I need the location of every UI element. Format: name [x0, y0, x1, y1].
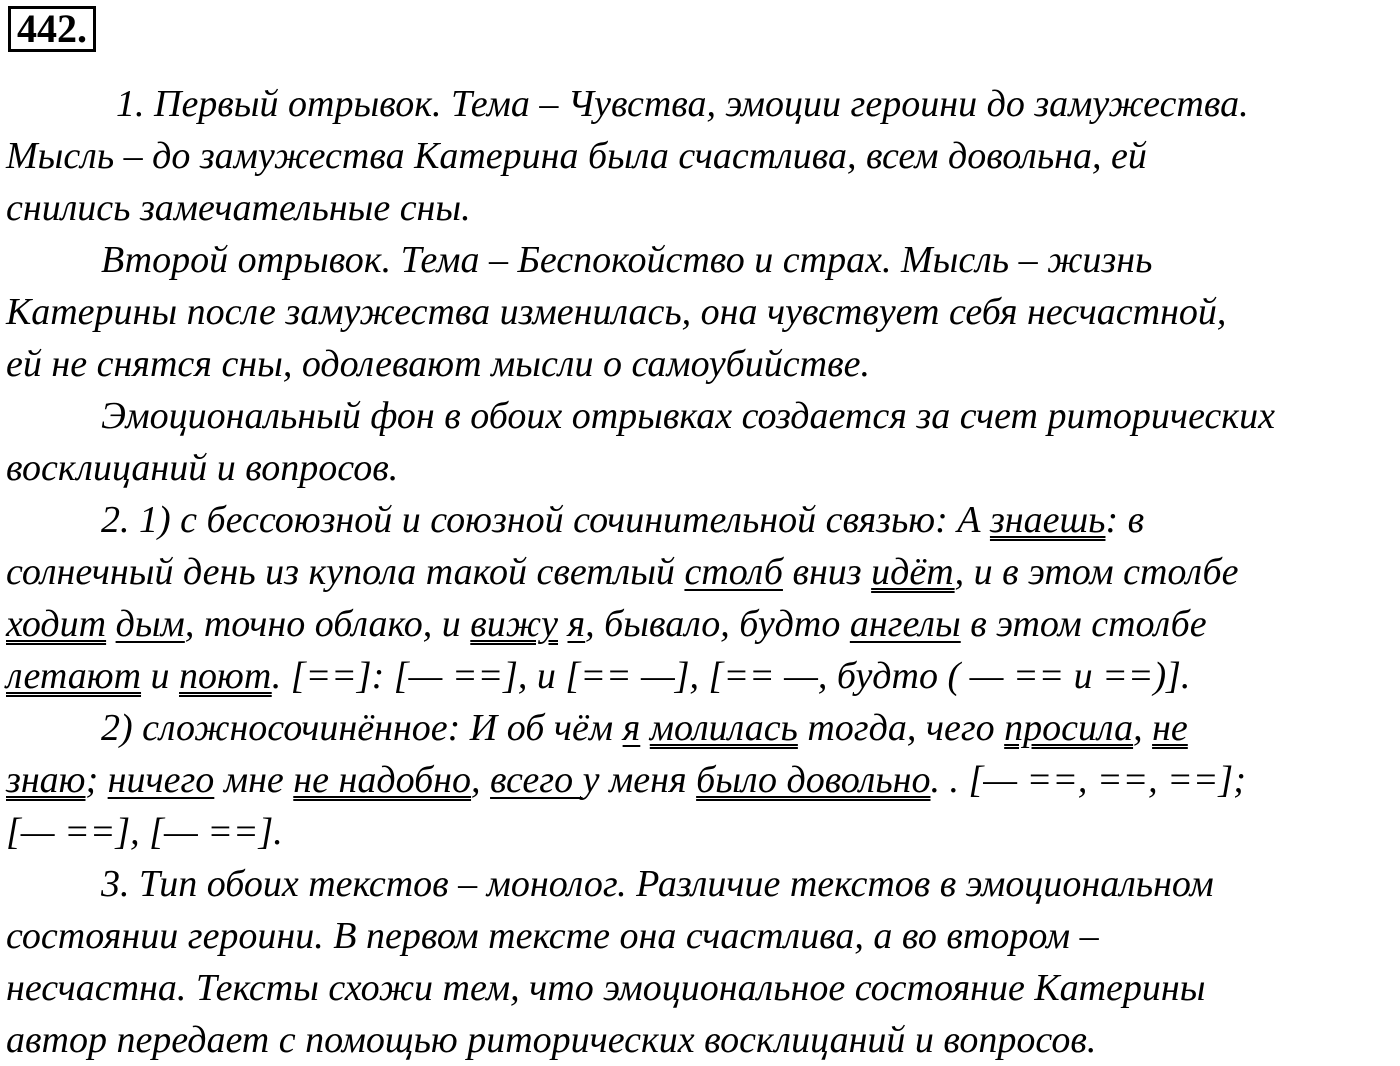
text-segment: . . [— ==, ==, ==]; [930, 759, 1246, 801]
text-segment: [— ==], [— ==]. [6, 811, 283, 853]
single-underlined-word: дым [115, 603, 185, 645]
text-segment: восклицаний и вопросов. [6, 447, 399, 489]
text-segment: тогда, чего [797, 707, 1005, 749]
text-segment: ей не снятся сны, одолевают мысли о самоубийстве. [6, 343, 870, 385]
double-underlined-word: знаешь [989, 499, 1106, 541]
text-segment: 2) сложносочинённое: И об чём [101, 707, 623, 749]
text-line [6, 702, 1400, 754]
text-line [6, 598, 1400, 650]
text-line [6, 806, 1400, 858]
text-segment [558, 603, 568, 645]
text-line [6, 858, 1400, 910]
text-line [6, 338, 1400, 390]
text-segment: , бывало, будто [585, 603, 850, 645]
text-line [6, 182, 1400, 234]
text-segment: Второй отрывок. Тема – Беспокойство и страх. Мысль – жизнь [101, 239, 1153, 281]
text-segment [106, 603, 116, 645]
double-underlined-word: знаю [6, 759, 86, 801]
text-segment: Эмоциональный фон в обоих отрывках создается за счет риторических [101, 395, 1275, 437]
text-segment: состоянии героини. В первом тексте она счастлива, а во втором – [6, 915, 1099, 957]
double-underlined-word: не надобно [293, 759, 472, 801]
single-underlined-word: ничего [107, 759, 215, 801]
text-segment: Мысль – до замужества Катерина была счастлива, всем довольна, ей [6, 135, 1147, 177]
text-line [6, 1014, 1400, 1066]
double-underlined-word: просила [1004, 707, 1134, 749]
text-segment: 3. Тип обоих текстов – монолог. Различие текстов в эмоциональном [101, 863, 1214, 905]
single-underlined-word: ангелы [849, 603, 961, 645]
text-segment [640, 707, 650, 749]
text-line [6, 754, 1400, 806]
text-segment: у меня [582, 759, 697, 801]
text-line [6, 962, 1400, 1014]
text-segment: , точно облако, и [184, 603, 471, 645]
double-underlined-word: поют [179, 655, 272, 697]
text-segment: . [==]: [— ==], и [== —], [== —, будто ( — == и ==)]. [271, 655, 1191, 697]
answer-text [6, 78, 1400, 1066]
double-underlined-word: вижу [470, 603, 558, 645]
single-underlined-word: я [567, 603, 586, 645]
text-segment: снились замечательные сны. [6, 187, 471, 229]
text-segment: несчастна. Тексты схожи тем, что эмоциональное состояние Катерины [6, 967, 1206, 1009]
text-segment: , и в этом столбе [954, 551, 1239, 593]
text-segment: , [471, 759, 491, 801]
text-segment: вниз [782, 551, 872, 593]
text-segment: солнечный день из купола такой светлый [6, 551, 685, 593]
text-line [6, 442, 1400, 494]
double-underlined-word: ходит [6, 603, 107, 645]
text-segment: : в [1105, 499, 1145, 541]
single-underlined-word: всего [490, 759, 583, 801]
text-line [6, 494, 1400, 546]
text-segment: Катерины после замужества изменилась, она чувствует себя несчастной, [6, 291, 1227, 333]
text-line [6, 130, 1400, 182]
text-line [6, 910, 1400, 962]
double-underlined-word: молилась [649, 707, 798, 749]
text-line [6, 78, 1400, 130]
double-underlined-word: идёт [871, 551, 955, 593]
text-segment: в этом столбе [960, 603, 1207, 645]
single-underlined-word: столб [684, 551, 783, 593]
text-segment: 1. Первый отрывок. Тема – Чувства, эмоции героини до замужества. [116, 83, 1249, 125]
single-underlined-word: я [622, 707, 641, 749]
double-underlined-word: было довольно [696, 759, 931, 801]
text-line [6, 546, 1400, 598]
text-segment: и [141, 655, 180, 697]
text-segment: мне [214, 759, 294, 801]
text-line [6, 234, 1400, 286]
text-segment: автор передает с помощью риторических восклицаний и вопросов. [6, 1019, 1097, 1061]
text-line [6, 650, 1400, 702]
text-segment: ; [85, 759, 108, 801]
double-underlined-word: летают [6, 655, 142, 697]
text-line [6, 390, 1400, 442]
double-underlined-word: не [1152, 707, 1188, 749]
text-line [6, 286, 1400, 338]
text-segment: , [1133, 707, 1153, 749]
exercise-number: 442. [8, 6, 96, 52]
text-segment: 2. 1) с бессоюзной и союзной сочинительной связью: А [101, 499, 990, 541]
